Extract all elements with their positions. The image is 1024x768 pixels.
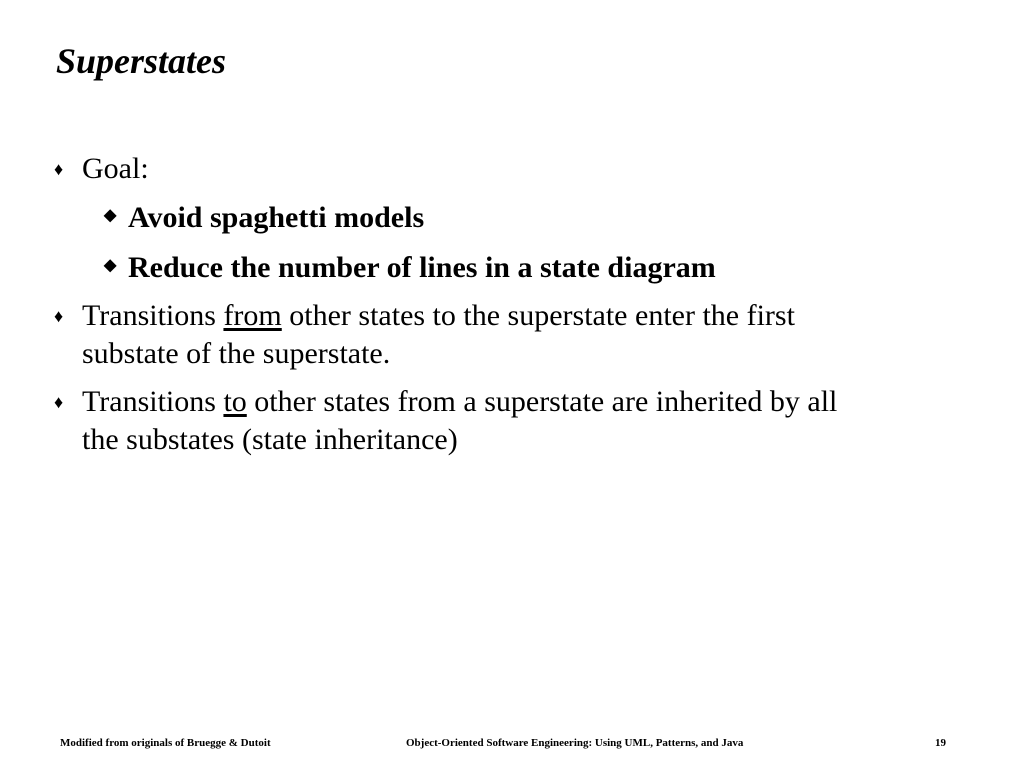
bullet-transitions-to-line1: Transitions to other states from a superstate are inherited by all	[82, 385, 838, 418]
bullet-transitions-from	[54, 297, 795, 373]
sub-bullet-spaghetti	[104, 199, 425, 237]
diamond-sub-bullet-icon: ◆	[104, 207, 117, 224]
bullet-transitions-to	[54, 383, 838, 459]
bullet-goal-text: Goal:	[82, 152, 149, 185]
bullet-transitions-from-line1: Transitions from other states to the superstate enter the first	[82, 299, 795, 332]
bullet-goal	[54, 150, 149, 188]
underlined-to: to	[223, 385, 247, 418]
sub-bullet-reduce-lines	[104, 249, 716, 287]
sub-bullet-spaghetti-text: Avoid spaghetti models	[128, 201, 425, 234]
diamond-bullet-icon: ♦	[54, 392, 64, 412]
diamond-sub-bullet-icon: ◆	[104, 257, 117, 274]
diamond-bullet-icon: ♦	[54, 306, 64, 326]
footer-page-number: 19	[935, 737, 946, 749]
footer-credit: Modified from originals of Bruegge & Dutoit	[60, 737, 271, 749]
sub-bullet-reduce-lines-text: Reduce the number of lines in a state diagram	[128, 251, 716, 284]
diamond-bullet-icon: ♦	[54, 159, 64, 179]
bullet-transitions-from-line2: substate of the superstate.	[82, 337, 391, 370]
bullet-transitions-to-line2: the substates (state inheritance)	[82, 423, 458, 456]
underlined-from: from	[223, 299, 282, 332]
footer-book-title: Object-Oriented Software Engineering: Using UML, Patterns, and Java	[406, 737, 744, 749]
slide-title: Superstates	[56, 41, 227, 81]
